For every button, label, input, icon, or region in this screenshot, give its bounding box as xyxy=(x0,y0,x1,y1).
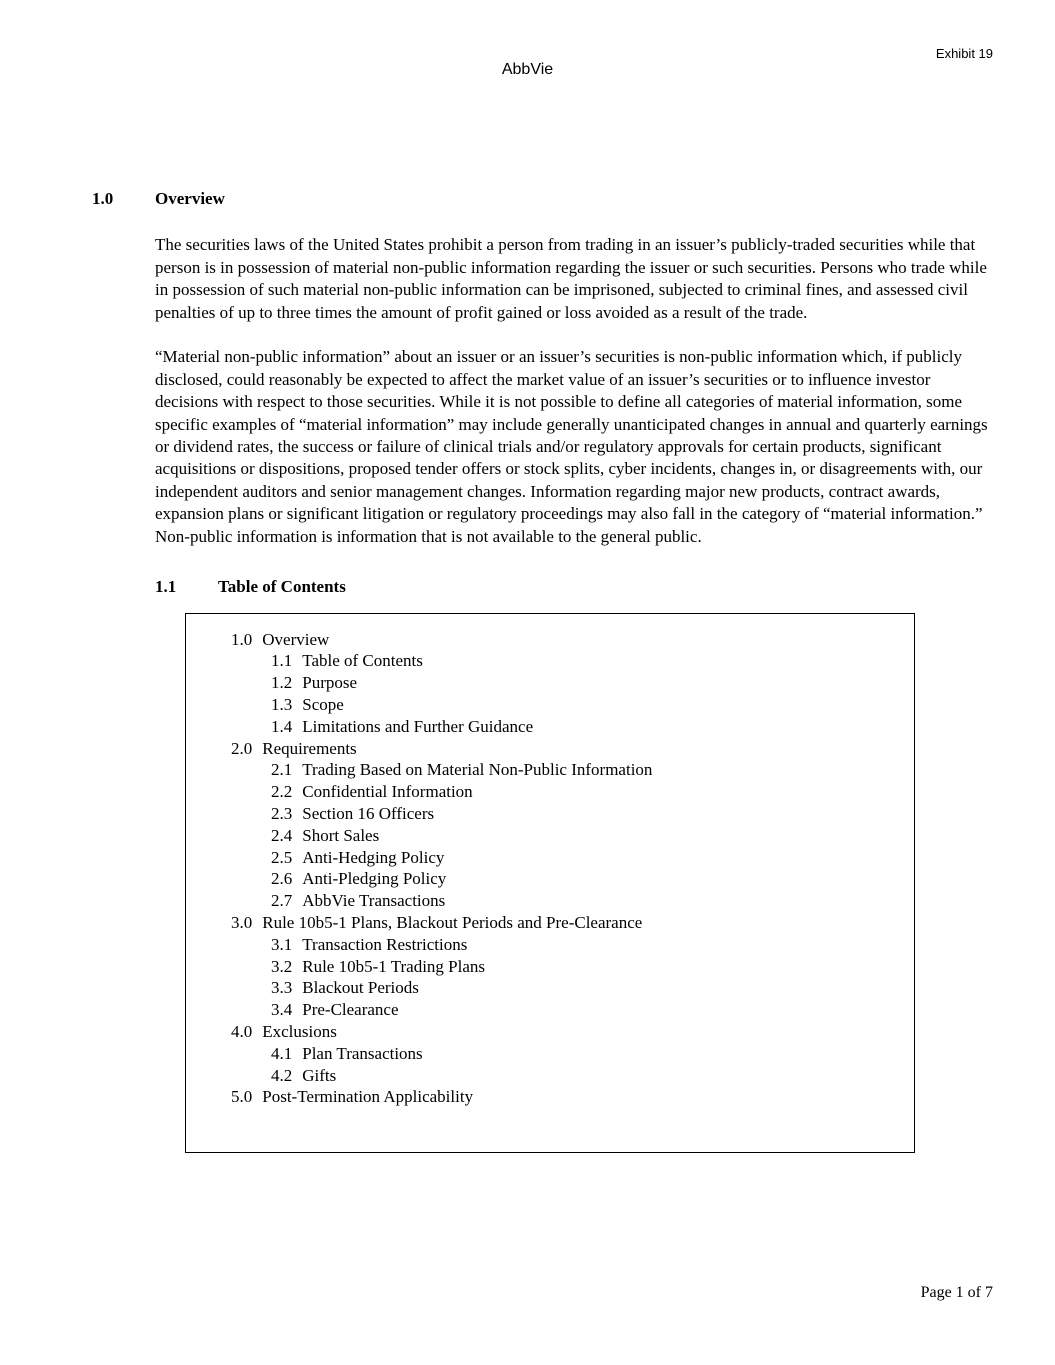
toc-item: 3.3 Blackout Periods xyxy=(271,978,419,998)
toc-item: 3.1 Transaction Restrictions xyxy=(271,934,468,954)
section-title: Table of Contents xyxy=(218,577,346,597)
document-body xyxy=(92,188,992,1153)
toc-item: 2.4 Short Sales xyxy=(271,825,380,845)
toc-item: 2.3 Section 16 Officers xyxy=(271,803,435,823)
toc-box xyxy=(185,613,915,1154)
toc-item: 2.0 Requirements xyxy=(231,738,357,758)
section-title: Overview xyxy=(155,189,225,208)
page-number: Page 1 of 7 xyxy=(920,1284,993,1301)
toc-item: 2.7 AbbVie Transactions xyxy=(271,891,446,911)
section-heading-overview xyxy=(92,188,992,210)
toc-item: 2.2 Confidential Information xyxy=(271,782,473,802)
toc-item: 2.6 Anti-Pledging Policy xyxy=(271,869,447,889)
toc-item: 1.0 Overview xyxy=(231,629,330,649)
toc-item: 5.0 Post-Termination Applicability xyxy=(231,1087,474,1107)
toc-item: 3.0 Rule 10b5-1 Plans, Blackout Periods and Pre-Clearance xyxy=(231,912,643,932)
exhibit-label: Exhibit 19 xyxy=(935,46,993,61)
toc-item: 1.2 Purpose xyxy=(271,673,358,693)
toc-item: 1.3 Scope xyxy=(271,694,344,714)
paragraph: “Material non-public information” about an issuer or an issuer’s securities is non-public information which, if publicly disclosed, could reasonably be expected to affect the market value of an issuer’s securities or to influence investor decisions with respect to those securities. While it is not possible to define all categories of material information, some specific examples of “material information” may include generally unanticipated changes in annual and quarterly earnings or dividend rates, the success or failure of clinical trials and/or regulatory approvals for certain products, significant acquisitions or dispositions, proposed tender offers or stock splits, cyber incidents, changes in, or disagreements with, our independent auditors and senior management changes. Information regarding major new products, contract awards, expansion plans or significant litigation or regulatory proceedings may also fall in the category of “material information.” Non-public information is information that is not available to the general public. xyxy=(155,347,988,546)
section-heading-toc xyxy=(155,576,992,598)
company-name: AbbVie xyxy=(501,61,554,78)
toc-item: 3.2 Rule 10b5-1 Trading Plans xyxy=(271,956,486,976)
toc-item: 2.5 Anti-Hedging Policy xyxy=(271,847,445,867)
toc-item: 1.4 Limitations and Further Guidance xyxy=(271,716,534,736)
section-number: 1.1 xyxy=(155,577,177,597)
toc-item: 2.1 Trading Based on Material Non-Public Information xyxy=(271,760,653,780)
toc-item: 4.2 Gifts xyxy=(271,1065,337,1085)
paragraph: The securities laws of the United States prohibit a person from trading in an issuer’s publicly-traded securities while that person is in possession of material non-public information regarding the issuer or such securities. Persons who trade while in possession of such material non-public information can be imprisoned, subjected to criminal fines, and assessed civil penalties of up to three times the amount of profit gained or loss avoided as a result of the trade. xyxy=(155,235,987,322)
toc-item: 4.0 Exclusions xyxy=(231,1021,337,1041)
section-number: 1.0 xyxy=(92,189,114,208)
toc-item: 1.1 Table of Contents xyxy=(271,651,423,671)
toc-item: 3.4 Pre-Clearance xyxy=(271,1000,399,1020)
toc-item: 4.1 Plan Transactions xyxy=(271,1043,423,1063)
